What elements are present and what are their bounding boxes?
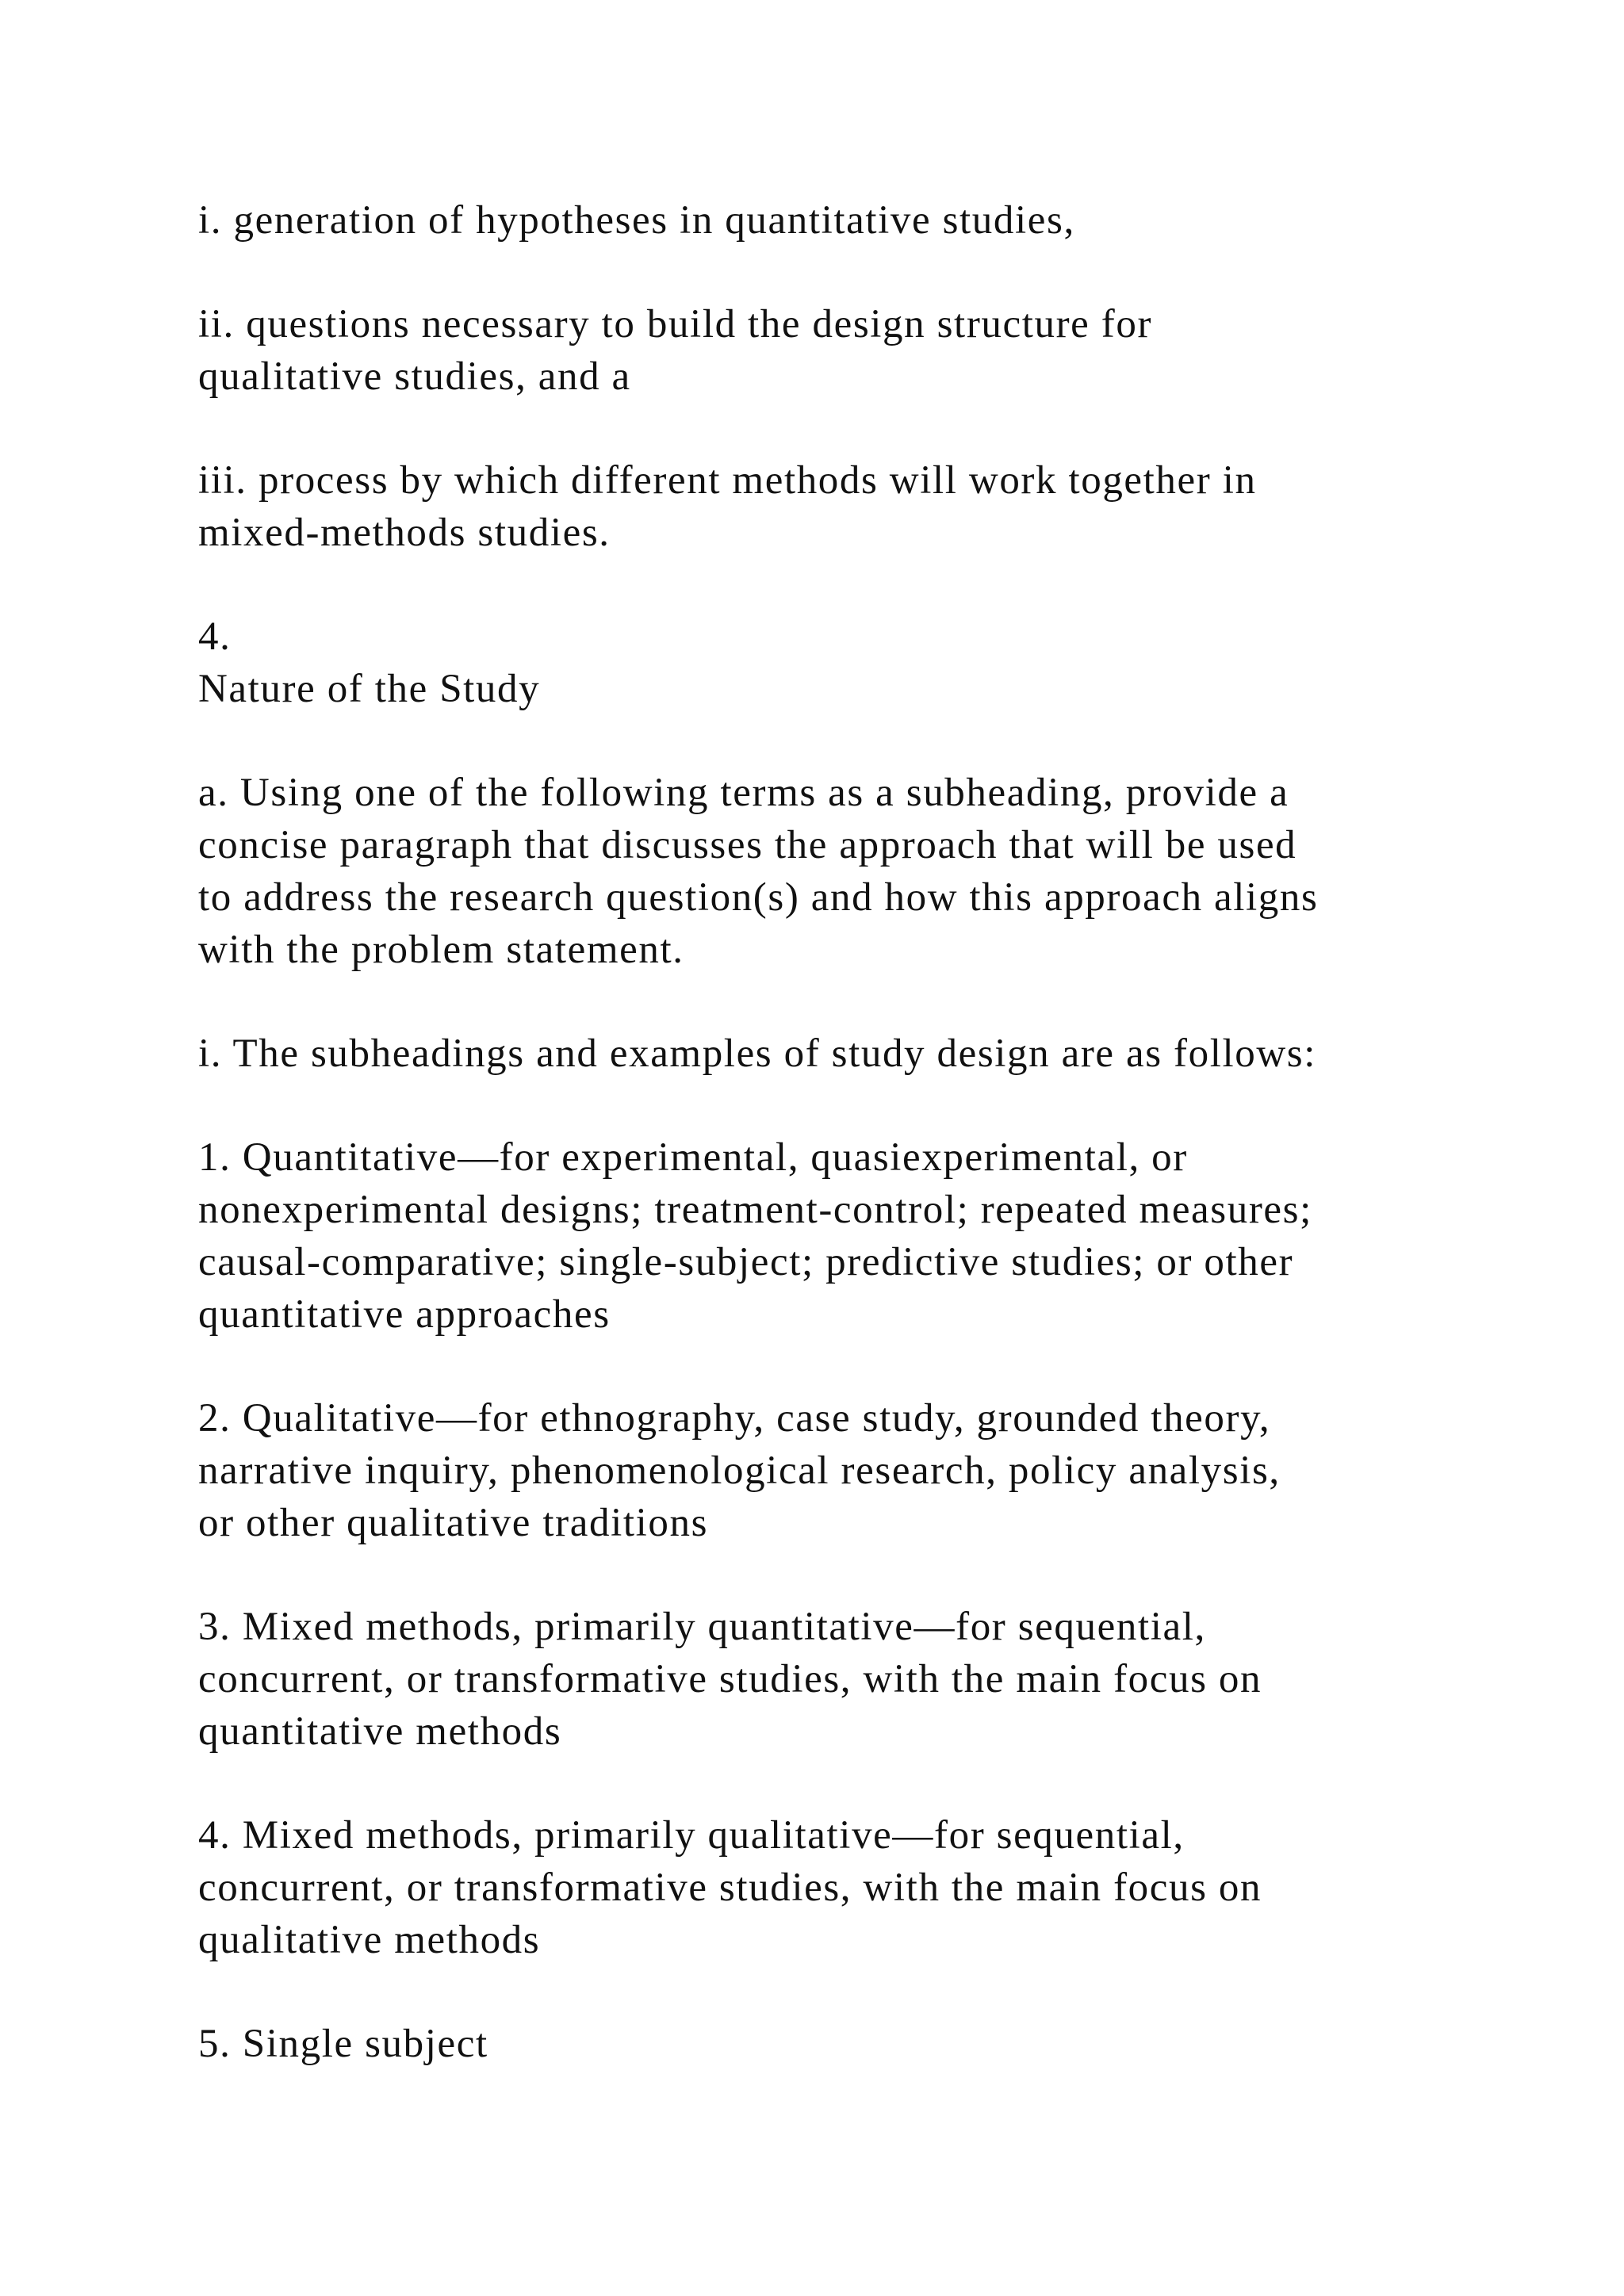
text-line: nonexperimental designs; treatment-control; repeated measures; (198, 1188, 1312, 1232)
document-body (198, 194, 1467, 2122)
text-line: causal-comparative; single-subject; predictive studies; or other (198, 1240, 1294, 1284)
list-item-subheadings-intro (198, 1027, 1467, 1080)
text-line: ii. questions necessary to build the design structure for (198, 302, 1153, 346)
text-line: qualitative studies, and a (198, 354, 631, 399)
text-line: concise paragraph that discusses the approach that will be used (198, 823, 1297, 867)
list-item-qualitative-questions (198, 298, 1467, 403)
text-line: 5. Single subject (198, 2022, 488, 2066)
list-item-hypotheses (198, 194, 1467, 247)
text-line: quantitative methods (198, 1709, 562, 1754)
text-line: or other qualitative traditions (198, 1501, 709, 1545)
text-line: 2. Qualitative—for ethnography, case study, grounded theory, (198, 1396, 1271, 1441)
text-line: iii. process by which different methods will work together in (198, 458, 1257, 503)
list-item-mixed-methods-process (198, 454, 1467, 559)
list-item-mixed-quantitative (198, 1601, 1467, 1758)
paragraph-subheading-instructions (198, 767, 1467, 976)
section-heading-nature-of-study (198, 610, 1467, 715)
text-line: with the problem statement. (198, 928, 684, 972)
text-line: 4. Mixed methods, primarily qualitative—for sequential, (198, 1813, 1185, 1858)
text-line: qualitative methods (198, 1918, 541, 1962)
text-line: 1. Quantitative—for experimental, quasiexperimental, or (198, 1135, 1188, 1180)
text-line: concurrent, or transformative studies, with the main focus on (198, 1657, 1262, 1701)
text-line: to address the research question(s) and how this approach aligns (198, 875, 1319, 920)
section-number: 4. (198, 614, 232, 659)
text-line: narrative inquiry, phenomenological research, policy analysis, (198, 1448, 1281, 1493)
list-item-qualitative (198, 1392, 1467, 1549)
list-item-quantitative (198, 1131, 1467, 1341)
text-line: 3. Mixed methods, primarily quantitative—for sequential, (198, 1605, 1206, 1649)
text-line: i. The subheadings and examples of study design are as follows: (198, 1031, 1317, 1076)
text-line: i. generation of hypotheses in quantitative studies, (198, 198, 1075, 243)
list-item-mixed-qualitative (198, 1809, 1467, 1966)
text-line: mixed-methods studies. (198, 511, 611, 555)
text-line: quantitative approaches (198, 1292, 611, 1337)
section-title: Nature of the Study (198, 667, 541, 711)
list-item-single-subject (198, 2018, 1467, 2070)
text-line: a. Using one of the following terms as a subheading, provide a (198, 771, 1289, 815)
text-line: concurrent, or transformative studies, with the main focus on (198, 1866, 1262, 1910)
